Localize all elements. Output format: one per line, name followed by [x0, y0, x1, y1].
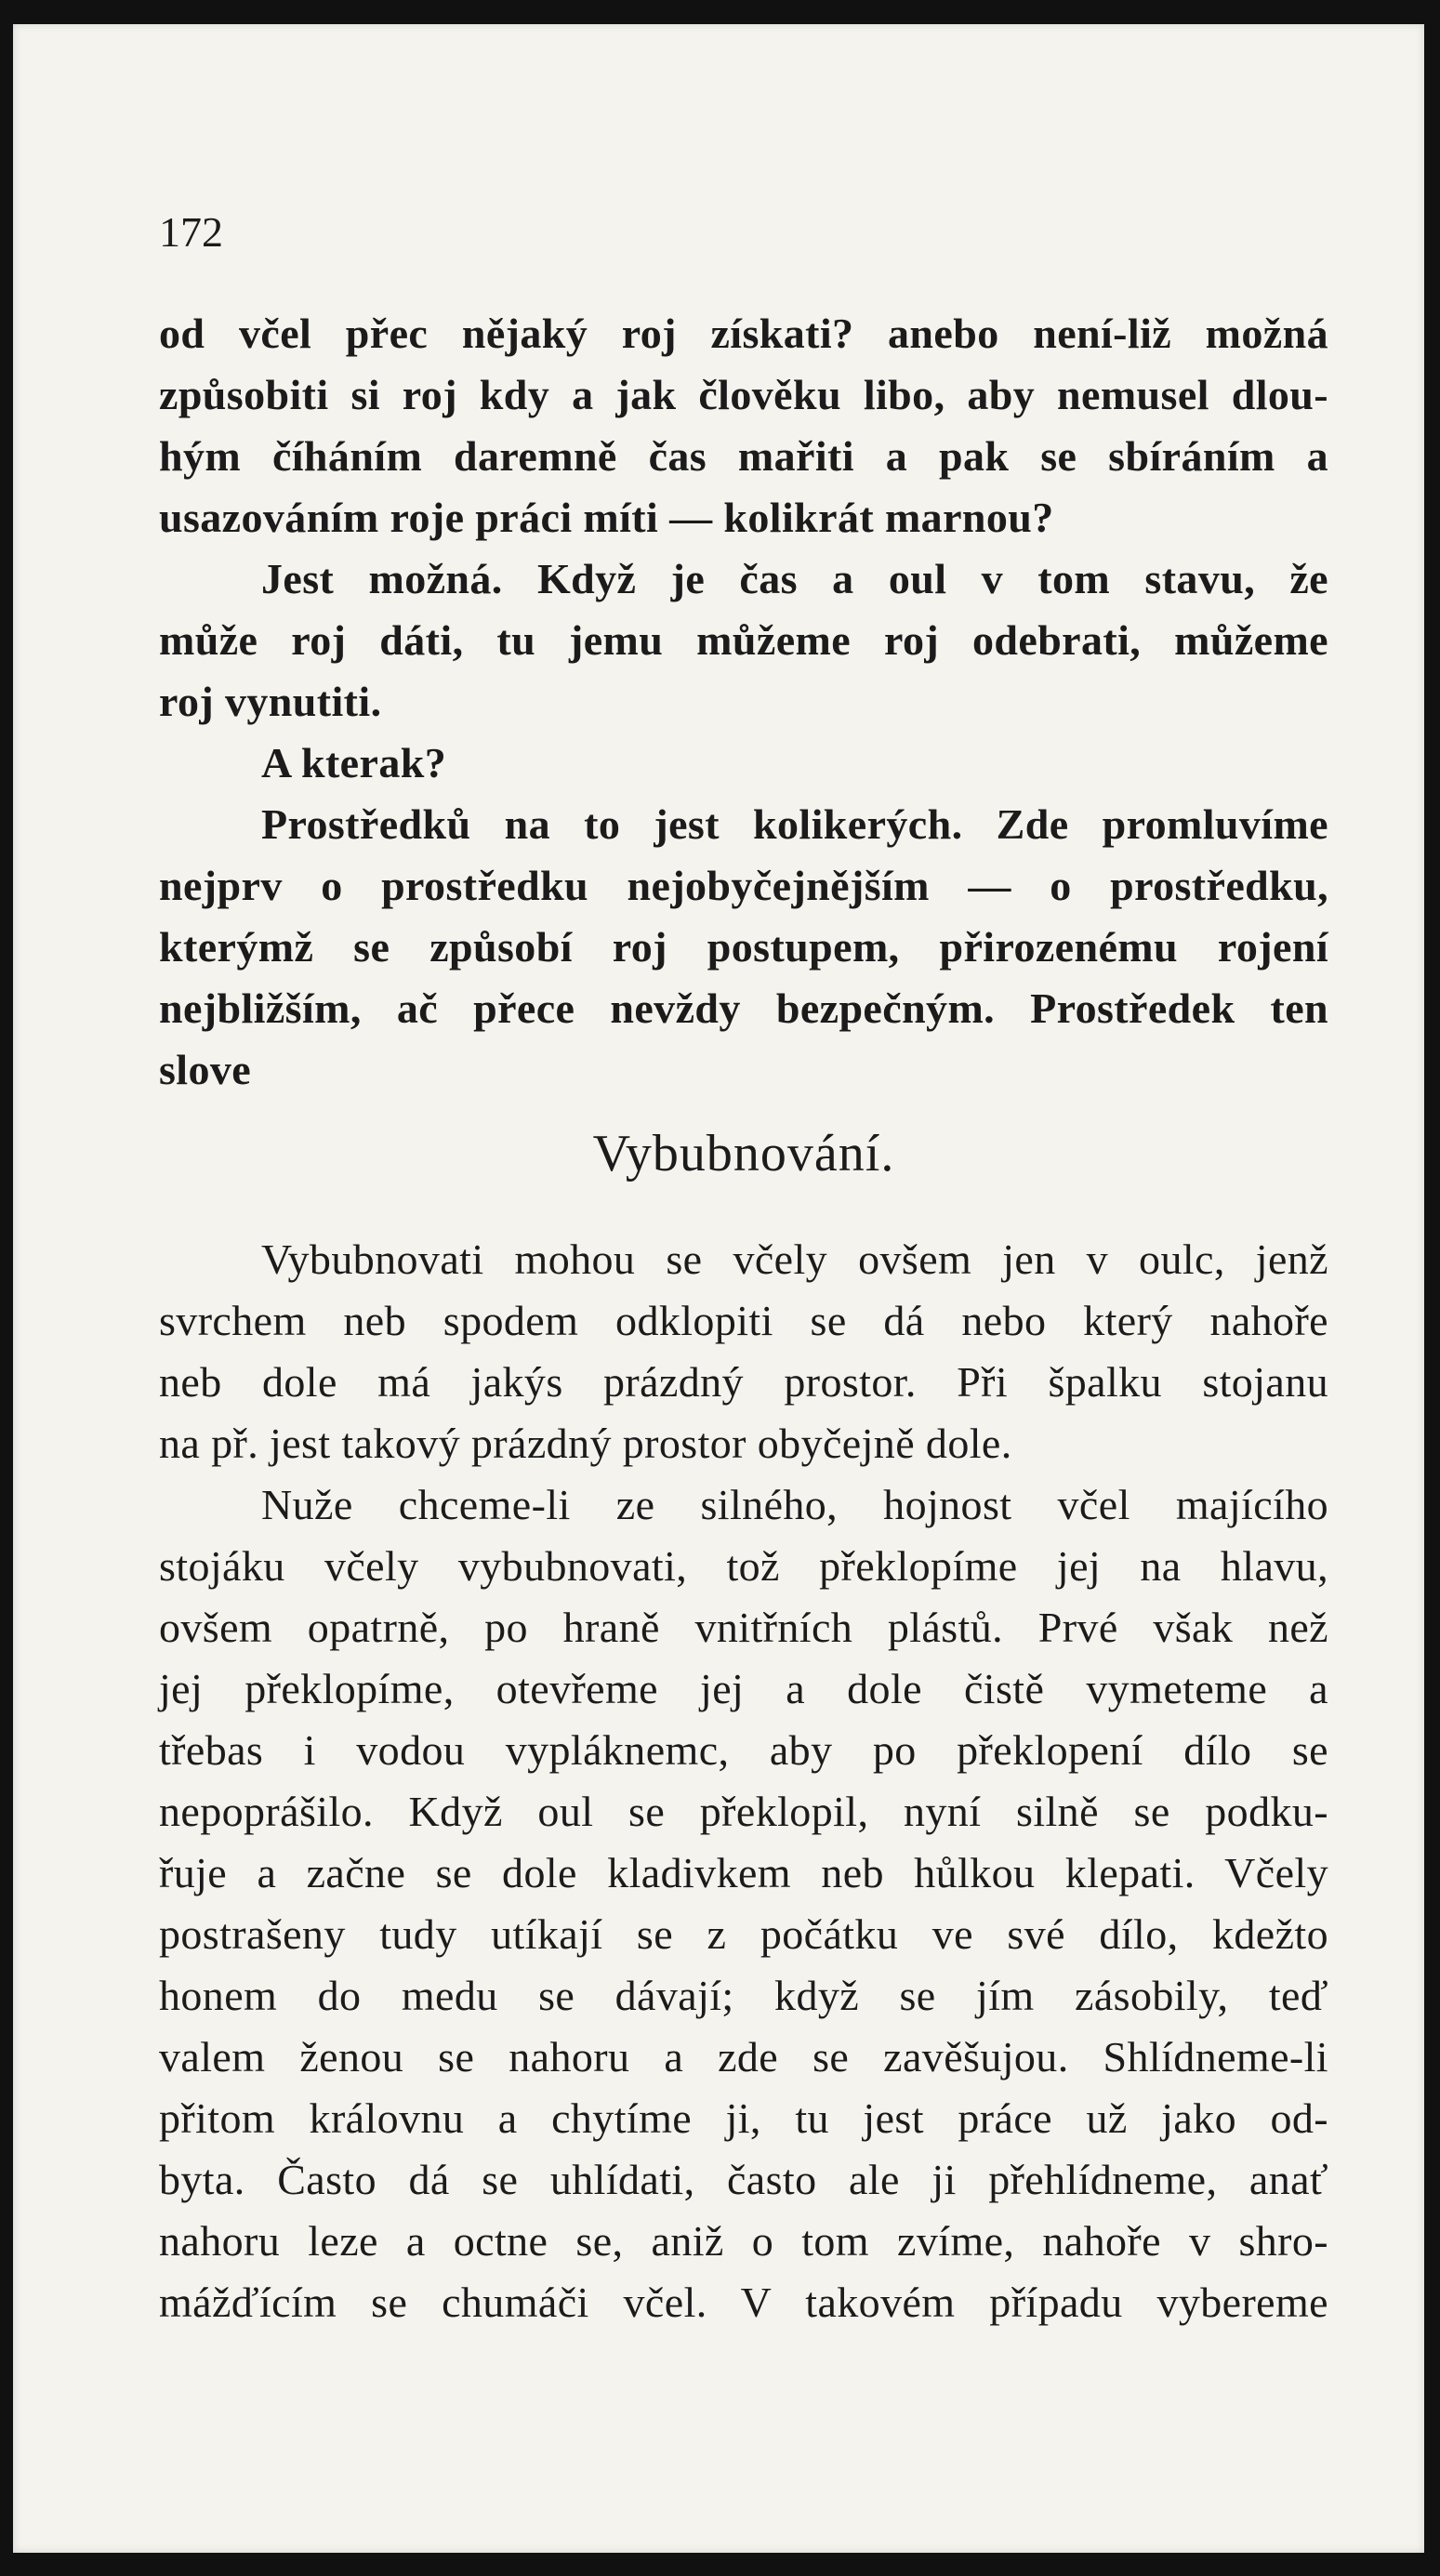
text-line: mážďícím se chumáči včel. V takovém případu vybereme [159, 2279, 1328, 2326]
text-line: způsobiti si roj kdy a jak člověku libo, aby nemusel dlou- [159, 371, 1328, 418]
text-line: neb dole má jakýs prázdný prostor. Při špalku stojanu [159, 1358, 1328, 1406]
text-line: Vybubnovati mohou se včely ovšem jen v oulc, jenž [261, 1235, 1328, 1283]
text-line: třebas i vodou vypláknemc, aby po překlopení dílo se [159, 1726, 1328, 1774]
text-line: svrchem neb spodem odklopiti se dá nebo který nahoře [159, 1297, 1328, 1344]
section-heading: Vybubnování. [592, 1125, 895, 1182]
text-line: Prostředků na to jest kolikerých. Zde promluvíme [261, 800, 1328, 848]
text-line: honem do medu se dávají; když se jím zásobily, teď [159, 1972, 1328, 2019]
text-line: ovšem opatrně, po hraně vnitřních plástů. Prvé však než [159, 1604, 1328, 1651]
text-line: nejprv o prostředku nejobyčejnějším — o prostředku, [159, 862, 1328, 909]
text-line: slove [159, 1046, 252, 1093]
text-line: nejbližším, ač přece nevždy bezpečným. Prostředek ten [159, 984, 1328, 1032]
text-line: Jest možná. Když je čas a oul v tom stavu, že [261, 555, 1328, 602]
text-line: roj vynutiti. [159, 678, 382, 725]
text-line: valem ženou se nahoru a zde se zavěšujou. Shlídneme-li [159, 2033, 1328, 2081]
text-line: přitom královnu a chytíme ji, tu jest práce už jako od- [159, 2094, 1328, 2142]
page-number: 172 [159, 208, 223, 256]
text-line: hým číháním daremně čas mařiti a pak se sbíráním a [159, 432, 1328, 480]
text-line: nahoru leze a octne se, aniž o tom zvíme, nahoře v shro- [159, 2217, 1328, 2265]
text-line: byta. Často dá se uhlídati, často ale ji přehlídneme, anať [159, 2156, 1328, 2203]
text-line: usazováním roje práci míti — kolikrát marnou? [159, 494, 1054, 541]
text-line: řuje a začne se dole kladivkem neb hůlkou klepati. Včely [159, 1849, 1328, 1896]
text-line: může roj dáti, tu jemu můžeme roj odebrati, můžeme [159, 616, 1328, 664]
text-line: stojáku včely vybubnovati, tož překlopíme jej na hlavu, [159, 1542, 1328, 1590]
text-line: od včel přec nějaký roj získati? anebo není-liž možná [159, 310, 1328, 357]
text-line: Nuže chceme-li ze silného, hojnost včel majícího [261, 1481, 1328, 1528]
main-text [159, 303, 1328, 2333]
text-line: postrašeny tudy utíkají se z počátku ve své dílo, kdežto [159, 1910, 1328, 1958]
book-page [13, 24, 1424, 2553]
text-line: kterýmž se způsobí roj postupem, přirozenému rojení [159, 923, 1328, 971]
text-line: jej překlopíme, otevřeme jej a dole čistě vymeteme a [159, 1665, 1328, 1712]
text-line: nepoprášilo. Když oul se překlopil, nyní silně se podku- [159, 1788, 1328, 1835]
text-line: A kterak? [261, 739, 447, 786]
text-line: na př. jest takový prázdný prostor obyčejně dole. [159, 1420, 1012, 1467]
